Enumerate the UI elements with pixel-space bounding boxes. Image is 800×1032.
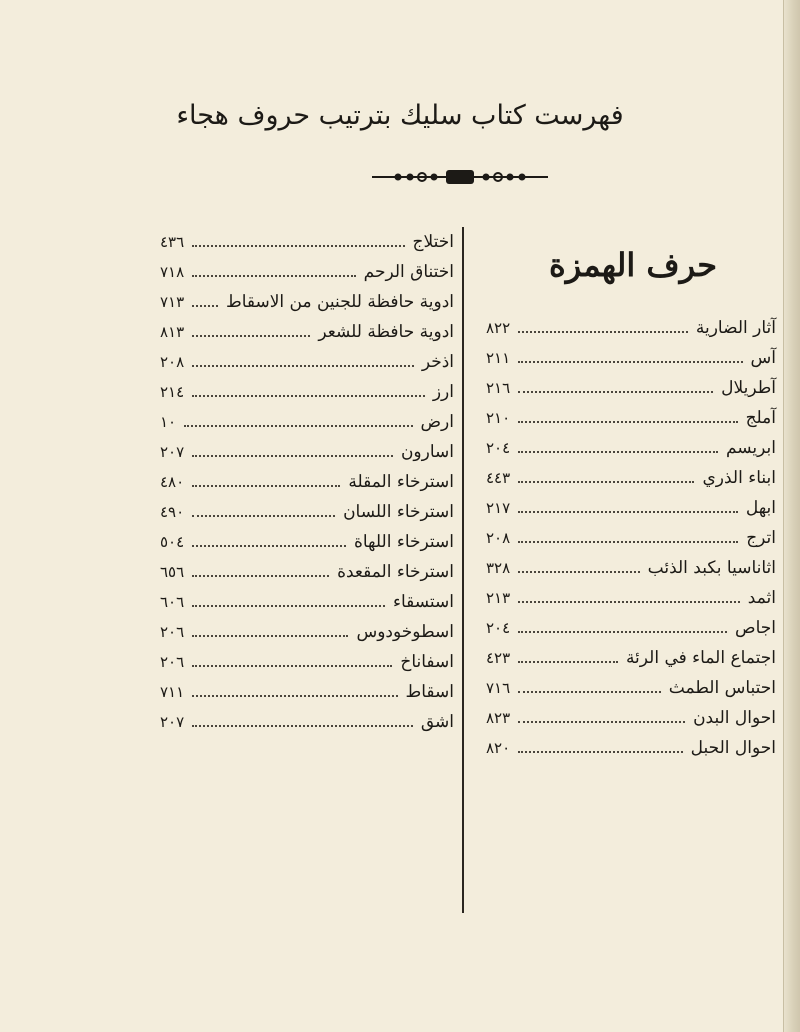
entry-page: ٦٥٦ (160, 563, 185, 581)
index-entry (486, 403, 776, 433)
entry-name: اختلاج (412, 232, 454, 252)
entry-name: احتباس الطمث (668, 678, 776, 698)
section-heading: حرف الهمزة (548, 246, 718, 284)
entry-page: ٨٢٣ (486, 709, 511, 727)
leader-dots (192, 395, 425, 397)
leader-dots (518, 331, 688, 333)
entry-page: ٢١٦ (486, 379, 511, 397)
leader-dots (518, 571, 639, 573)
entry-name: ابهل (745, 498, 776, 518)
index-entry (160, 617, 454, 647)
entry-name: اذخر (421, 352, 454, 372)
leader-dots (518, 361, 742, 363)
index-entry (486, 613, 776, 643)
left-index-column (160, 227, 454, 737)
index-entry (486, 673, 776, 703)
entry-page: ٣٢٨ (486, 559, 511, 577)
entry-name: استرخاء المقعدة (337, 562, 454, 582)
index-entry (486, 493, 776, 523)
entry-page: ٢١١ (486, 349, 511, 367)
entry-name: آملج (745, 408, 776, 428)
leader-dots (192, 575, 329, 577)
index-entry (160, 437, 454, 467)
index-entry (160, 257, 454, 287)
entry-page: ٢١٠ (486, 409, 511, 427)
entry-name: ارض (420, 412, 454, 432)
index-entry (160, 527, 454, 557)
entry-page: ٤٢٣ (486, 649, 511, 667)
entry-page: ٢٠٨ (486, 529, 511, 547)
leader-dots (192, 665, 392, 667)
entry-page: ٧١١ (160, 683, 185, 701)
entry-page: ٤٣٦ (160, 233, 185, 251)
leader-dots (518, 391, 713, 393)
entry-name: استرخاء اللسان (343, 502, 454, 522)
index-entry (486, 313, 776, 343)
entry-name: اسفاناخ (400, 652, 454, 672)
leader-dots (518, 481, 694, 483)
entry-page: ٢٠٤ (486, 619, 511, 637)
right-index-column (486, 313, 776, 763)
index-entry (486, 733, 776, 763)
entry-name: اشق (420, 712, 454, 732)
entry-name: استرخاء المقلة (348, 472, 454, 492)
entry-page: ٧١٨ (160, 263, 185, 281)
entry-name: اجاص (735, 618, 776, 638)
leader-dots (192, 695, 397, 697)
leader-dots (518, 601, 740, 603)
entry-page: ٤٨٠ (160, 473, 185, 491)
entry-page: ٨٢٢ (486, 319, 511, 337)
index-entry (160, 377, 454, 407)
leader-dots (192, 305, 218, 307)
leader-dots (192, 725, 413, 727)
leader-dots (518, 451, 718, 453)
entry-name: استسقاء (392, 592, 454, 612)
index-entry (486, 583, 776, 613)
entry-page: ٦٠٦ (160, 593, 185, 611)
index-entry (486, 433, 776, 463)
index-entry (160, 557, 454, 587)
entry-page: ٢٠٦ (160, 653, 185, 671)
index-entry (160, 347, 454, 377)
entry-page: ١٠ (160, 413, 177, 431)
entry-page: ٢١٧ (486, 499, 511, 517)
leader-dots (518, 721, 685, 723)
entry-name: اسقاط (405, 682, 454, 702)
leader-dots (192, 365, 414, 367)
column-divider (462, 227, 464, 913)
entry-name: اسارون (400, 442, 454, 462)
entry-page: ٢١٣ (486, 589, 511, 607)
leader-dots (184, 425, 412, 427)
entry-page: ٨١٣ (160, 323, 185, 341)
index-entry (160, 227, 454, 257)
entry-name: آثار الضارية (695, 318, 776, 338)
entry-name: احوال البدن (693, 708, 776, 728)
entry-name: ابريسم (725, 438, 776, 458)
leader-dots (192, 455, 393, 457)
entry-page: ٥٠٤ (160, 533, 185, 551)
entry-page: ٨٢٠ (486, 739, 511, 757)
entry-page: ٢٠٧ (160, 713, 185, 731)
index-entry (160, 407, 454, 437)
entry-name: ادوية حافظة للشعر (318, 322, 454, 342)
entry-page: ٢٠٧ (160, 443, 185, 461)
index-entry (160, 677, 454, 707)
index-entry (486, 703, 776, 733)
leader-dots (518, 631, 727, 633)
leader-dots (192, 635, 348, 637)
entry-page: ٧١٦ (486, 679, 511, 697)
leader-dots (518, 541, 738, 543)
index-entry (160, 287, 454, 317)
index-entry (160, 707, 454, 737)
entry-page: ٢٠٦ (160, 623, 185, 641)
entry-name: اجتماع الماء في الرئة (625, 648, 776, 668)
index-entry (486, 463, 776, 493)
entry-page: ٢٠٤ (486, 439, 511, 457)
index-entry (486, 373, 776, 403)
leader-dots (192, 545, 346, 547)
leader-dots (192, 245, 404, 247)
index-entry (160, 587, 454, 617)
entry-name: اثمد (747, 588, 776, 608)
leader-dots (518, 421, 737, 423)
leader-dots (518, 691, 661, 693)
index-entry (486, 553, 776, 583)
entry-name: ابناء الذري (702, 468, 776, 488)
page-title: فهرست كتاب سليك بترتيب حروف هجاء (176, 100, 624, 131)
index-entry (160, 467, 454, 497)
leader-dots (192, 485, 340, 487)
page-fold-edge (783, 0, 800, 1032)
ornament-divider-icon (370, 166, 550, 188)
entry-page: ٢٠٨ (160, 353, 185, 371)
entry-page: ٧١٣ (160, 293, 185, 311)
entry-page: ٤٩٠ (160, 503, 185, 521)
leader-dots (192, 335, 310, 337)
index-entry (160, 647, 454, 677)
leader-dots (518, 511, 738, 513)
leader-dots (192, 515, 335, 517)
leader-dots (518, 661, 618, 663)
entry-page: ٤٤٣ (486, 469, 511, 487)
entry-name: ارز (432, 382, 454, 402)
entry-name: آس (750, 348, 776, 368)
entry-name: احوال الحبل (690, 738, 776, 758)
leader-dots (192, 275, 355, 277)
leader-dots (192, 605, 385, 607)
entry-name: اسطوخودوس (356, 622, 454, 642)
index-entry (486, 523, 776, 553)
entry-name: اختناق الرحم (363, 262, 454, 282)
index-entry (486, 343, 776, 373)
entry-name: ادوية حافظة للجنين من الاسقاط (225, 292, 454, 312)
entry-name: اثاناسيا بكبد الذئب (647, 558, 776, 578)
index-entry (160, 497, 454, 527)
entry-name: استرخاء اللهاة (353, 532, 454, 552)
entry-page: ٢١٤ (160, 383, 185, 401)
index-entry (486, 643, 776, 673)
entry-name: اترج (746, 528, 776, 548)
entry-name: آطريلال (721, 378, 776, 398)
leader-dots (518, 751, 682, 753)
index-entry (160, 317, 454, 347)
